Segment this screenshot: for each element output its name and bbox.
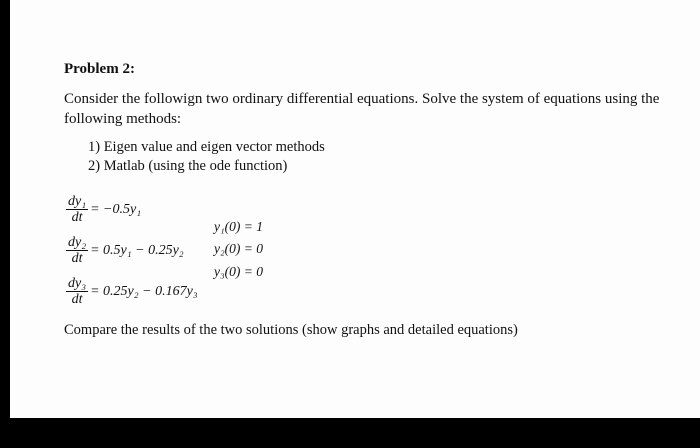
problem-title: Problem 2:	[64, 61, 135, 77]
initial-condition-3: y₃(0) = 0	[214, 264, 264, 279]
fraction-numerator: dy₁	[68, 194, 87, 209]
initial-condition-1: y₁(0) = 1	[214, 219, 264, 234]
compare-instruction: Compare the results of the two solutions (show graphs and detailed equations)	[64, 322, 518, 338]
method-item-1: 1) Eigen value and eigen vector methods	[88, 139, 325, 155]
document-page	[10, 0, 700, 418]
fraction-denominator: dt	[71, 251, 83, 266]
fraction-numerator: dy₂	[68, 235, 87, 250]
equation-3	[66, 276, 198, 307]
problem-intro: Consider the followign two ordinary differential equations. Solve the system of equations using the following methods:	[64, 91, 660, 127]
initial-condition-2: y₂(0) = 0	[214, 241, 264, 256]
derivative-fraction	[66, 235, 88, 266]
equation-2	[66, 235, 184, 266]
derivative-fraction	[66, 194, 88, 225]
fraction-numerator: dy₃	[68, 276, 87, 291]
fraction-denominator: dt	[71, 210, 83, 225]
equation-rhs: = 0.5y₁ − 0.25y₂	[90, 242, 184, 258]
fraction-denominator: dt	[71, 292, 83, 307]
derivative-fraction	[66, 276, 88, 307]
equation-rhs: = 0.25y₂ − 0.167y₃	[90, 283, 198, 299]
method-item-2: 2) Matlab (using the ode function)	[88, 158, 288, 174]
equation-1	[66, 194, 141, 225]
equation-rhs: = −0.5y₁	[90, 201, 142, 217]
